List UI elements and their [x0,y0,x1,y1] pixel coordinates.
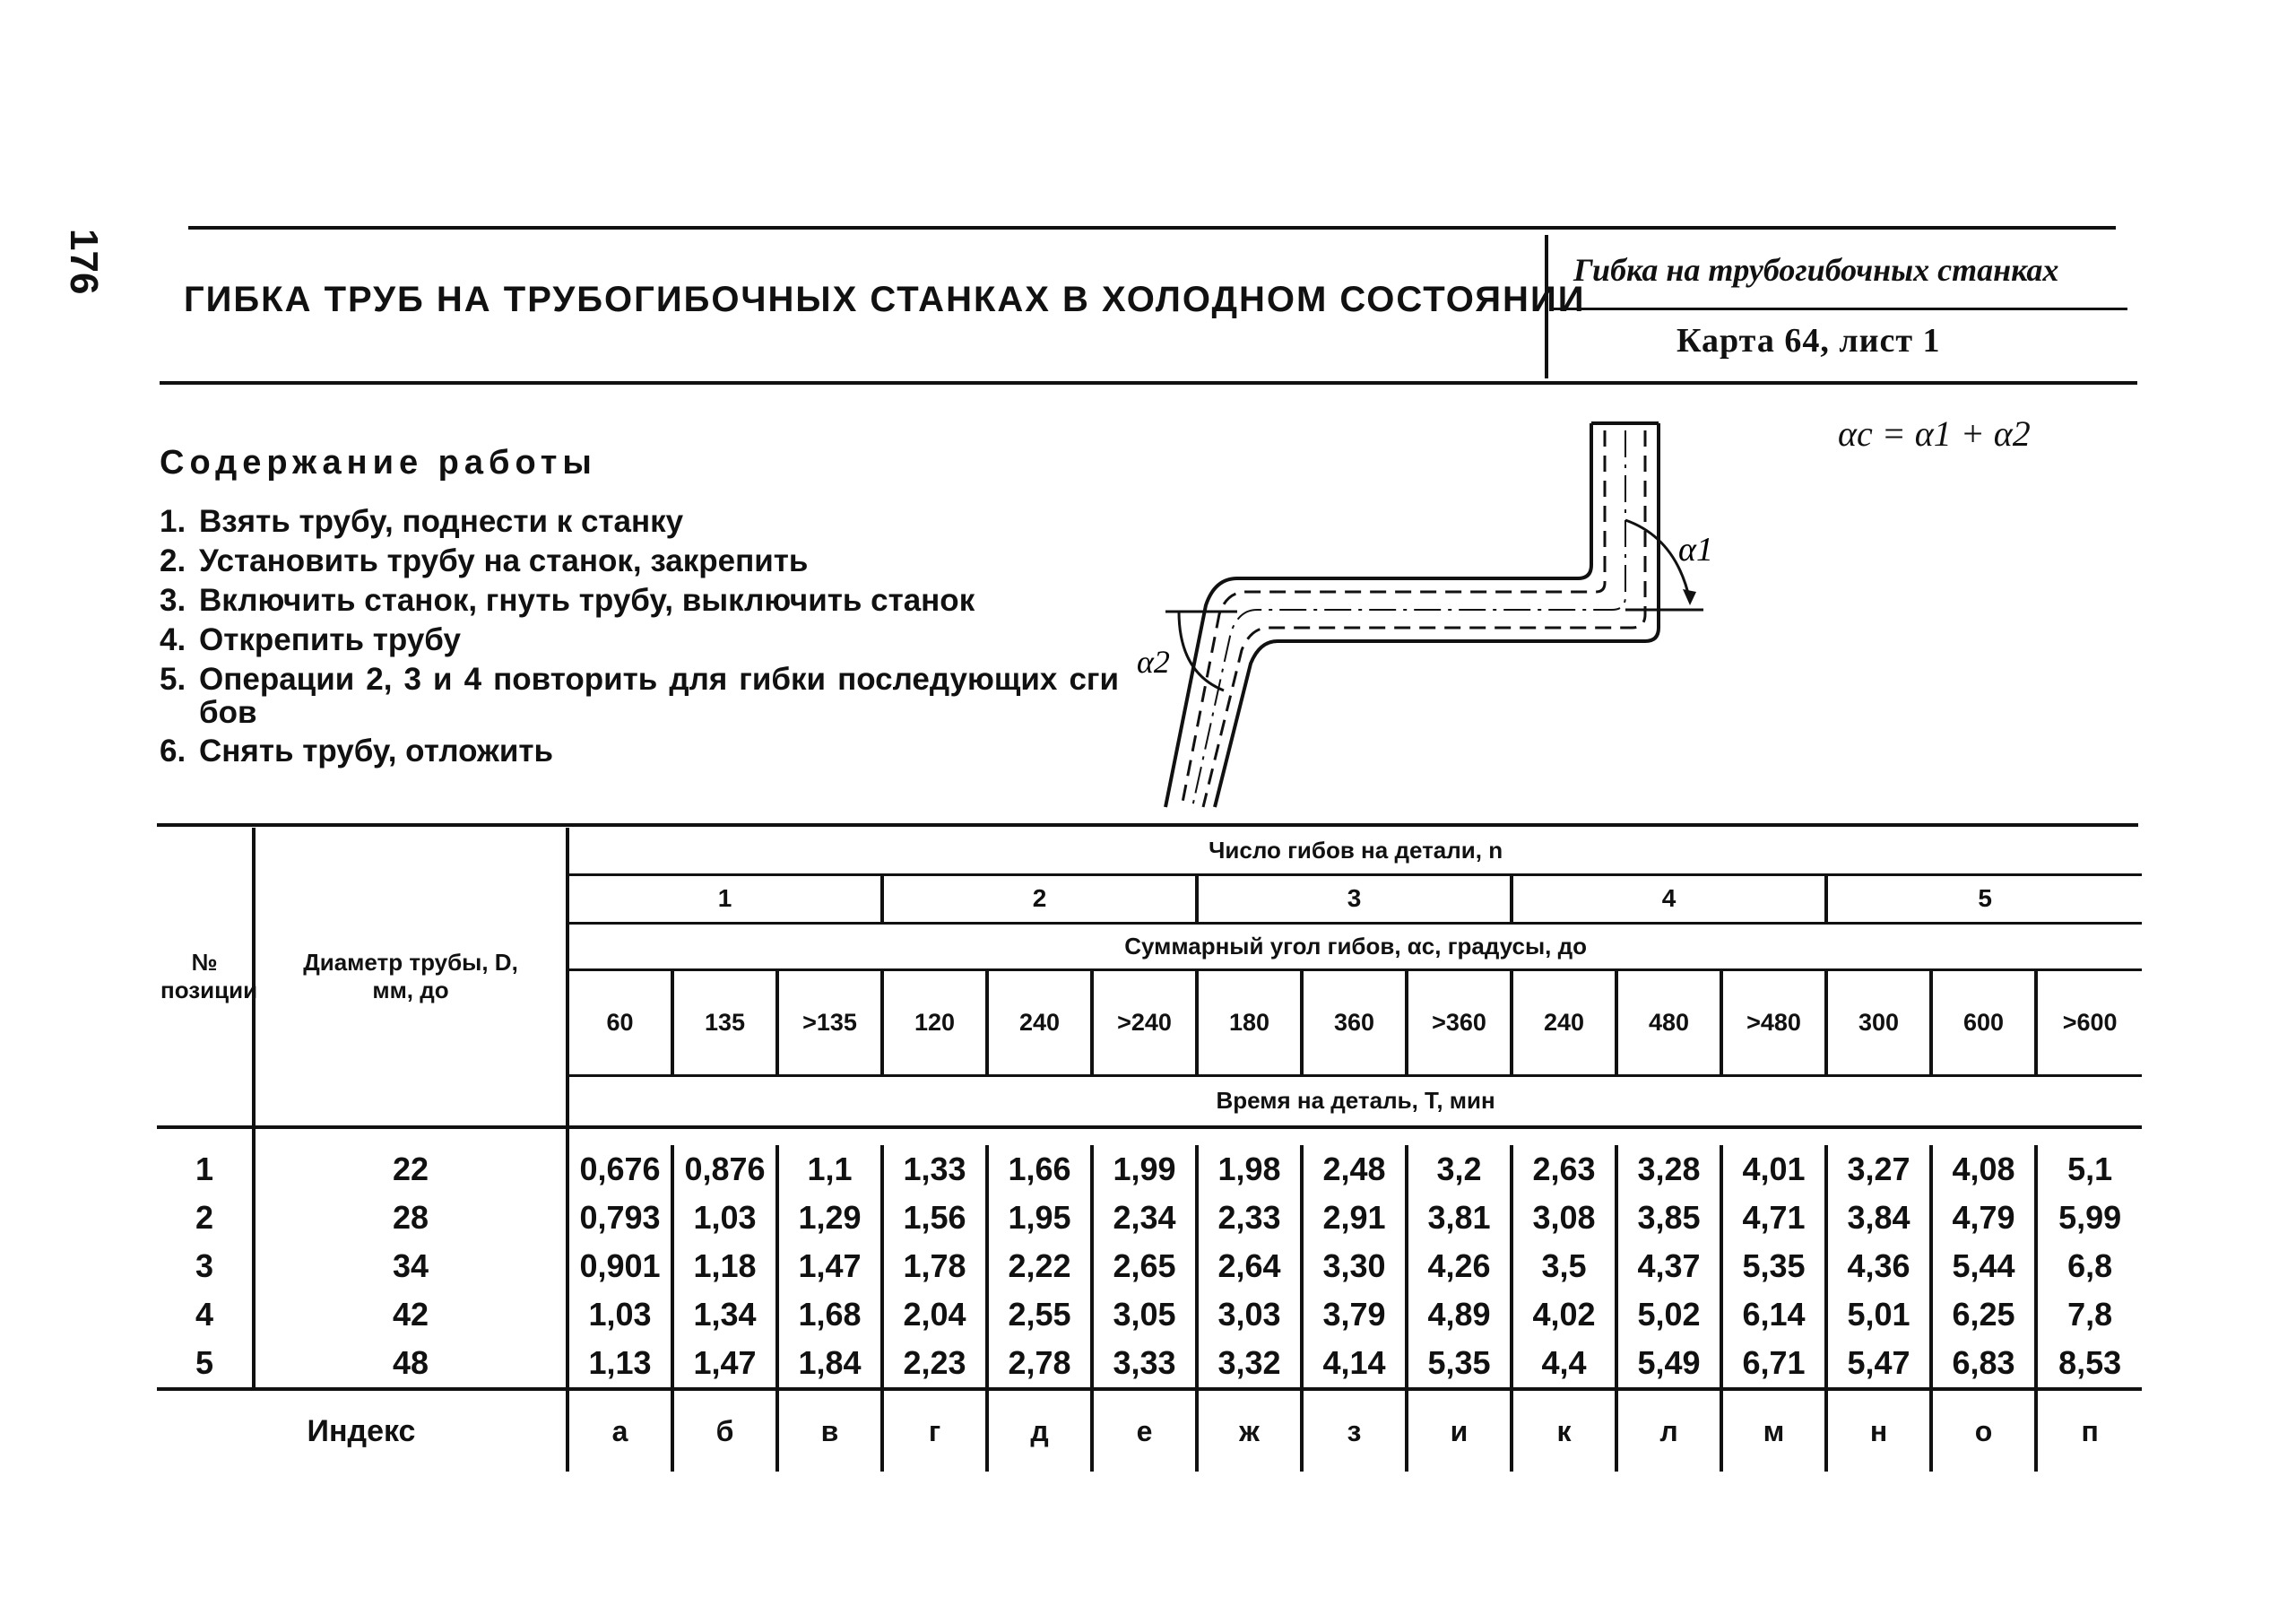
diameter-cell: 34 [254,1242,568,1290]
position-cell: 2 [195,1199,214,1236]
time-cell: 6,14 [1721,1290,1826,1339]
index-label: Индекс [307,1413,416,1448]
time-cell: 5,35 [1407,1339,1512,1389]
time-header: Время на деталь, Т, мин [568,1075,2142,1127]
time-cell: 1,47 [777,1242,882,1290]
time-cell: 2,34 [1092,1194,1197,1242]
angle-cell: >480 [1721,969,1826,1075]
index-cell: о [1931,1389,2036,1472]
position-cell: 1 [195,1151,214,1187]
time-cell: 2,65 [1092,1242,1197,1290]
time-cell: 1,84 [777,1339,882,1389]
time-cell: 3,28 [1616,1145,1721,1194]
time-cell: 6,25 [1931,1290,2036,1339]
position-cell: 4 [195,1296,214,1333]
diameter-column-header: Диаметр трубы, D, мм, до [254,828,568,1127]
time-cell: 2,91 [1302,1194,1407,1242]
time-cell: 1,03 [568,1290,672,1339]
time-cell: 0,876 [672,1145,777,1194]
time-cell: 1,18 [672,1242,777,1290]
index-cell: з [1302,1389,1407,1472]
time-cell: 4,79 [1931,1194,2036,1242]
time-cell: 1,78 [882,1242,987,1290]
time-cell: 0,676 [568,1145,672,1194]
time-cell: 4,01 [1721,1145,1826,1194]
angle-cell: 120 [882,969,987,1075]
bend-group-2: 2 [882,874,1197,923]
diameter-cell: 48 [254,1339,568,1389]
time-cell: 5,01 [1826,1290,1931,1339]
time-cell: 3,85 [1616,1194,1721,1242]
index-cell: ж [1197,1389,1302,1472]
time-cell: 4,89 [1407,1290,1512,1339]
time-cell: 3,84 [1826,1194,1931,1242]
alpha1-arrow-icon [1683,589,1696,605]
header-bottom-rule [160,381,2137,385]
pipe-bend-diagram [1130,413,1721,825]
table-row [157,1339,2142,1389]
time-cell: 6,83 [1931,1339,2036,1389]
header-top-rule [188,226,2116,230]
time-norms-table [157,828,2142,1472]
time-cell: 6,71 [1721,1339,1826,1389]
index-cell: в [777,1389,882,1472]
time-cell: 3,30 [1302,1242,1407,1290]
work-step: 1. Взять трубу, поднести к станку [160,504,684,539]
work-step: 6. Снять трубу, отложить [160,734,554,769]
bend-group-5: 5 [1826,874,2142,923]
time-cell: 2,33 [1197,1194,1302,1242]
time-cell: 1,13 [568,1339,672,1389]
bend-group-4: 4 [1512,874,1826,923]
time-cell: 2,04 [882,1290,987,1339]
angle-cell: 300 [1826,969,1931,1075]
angle-cell: >600 [2036,969,2142,1075]
work-step-continuation: бов [199,695,257,730]
time-cell: 5,99 [2036,1194,2142,1242]
pipe-outline [1165,423,1659,807]
index-cell: е [1092,1389,1197,1472]
time-cell: 3,32 [1197,1339,1302,1389]
time-cell: 8,53 [2036,1339,2142,1389]
time-cell: 6,8 [2036,1242,2142,1290]
time-cell: 4,02 [1512,1290,1616,1339]
time-cell: 2,64 [1197,1242,1302,1290]
time-cell: 5,49 [1616,1339,1721,1389]
time-cell: 3,05 [1092,1290,1197,1339]
time-cell: 3,27 [1826,1145,1931,1194]
time-cell: 2,22 [987,1242,1092,1290]
time-cell: 2,23 [882,1339,987,1389]
time-cell: 4,36 [1826,1242,1931,1290]
time-cell: 3,79 [1302,1290,1407,1339]
angle-cell: 240 [1512,969,1616,1075]
time-cell: 3,08 [1512,1194,1616,1242]
time-cell: 1,98 [1197,1145,1302,1194]
diameter-cell: 28 [254,1194,568,1242]
work-step: 4. Открепить трубу [160,622,461,657]
time-cell: 2,63 [1512,1145,1616,1194]
angle-cell: >240 [1092,969,1197,1075]
angle-cell: 480 [1616,969,1721,1075]
index-cell: м [1721,1389,1826,1472]
time-cell: 4,26 [1407,1242,1512,1290]
pipe-axis [1192,430,1625,807]
angle-cell: 360 [1302,969,1407,1075]
position-cell: 5 [157,1339,254,1389]
work-step: 5. Операции 2, 3 и 4 повторить для гибки последующих сги [160,662,1119,697]
time-cell: 1,95 [987,1194,1092,1242]
angle-cell: 60 [568,969,672,1075]
time-cell: 1,34 [672,1290,777,1339]
table-row [157,1242,2142,1290]
index-cell: г [882,1389,987,1472]
table-row [157,1290,2142,1339]
index-cell: л [1616,1389,1721,1472]
work-content-heading: Содержание работы [160,444,597,482]
page-number: 176 [62,229,106,295]
index-cell: к [1512,1389,1616,1472]
operation-title: Гибка на трубогибочных станках [1573,252,2059,288]
angle-formula: αс = α1 + α2 [1838,413,2031,454]
header-side-rule [1554,308,2127,310]
index-cell: н [1826,1389,1931,1472]
index-cell: и [1407,1389,1512,1472]
time-cell: 1,66 [987,1145,1092,1194]
diameter-cell: 42 [254,1290,568,1339]
angle-cell: >360 [1407,969,1512,1075]
time-cell: 3,03 [1197,1290,1302,1339]
table-top-rule [157,823,2138,827]
time-cell: 4,71 [1721,1194,1826,1242]
time-cell: 4,08 [1931,1145,2036,1194]
time-cell: 1,03 [672,1194,777,1242]
angle-cell: >135 [777,969,882,1075]
time-cell: 2,78 [987,1339,1092,1389]
time-cell: 5,44 [1931,1242,2036,1290]
bend-group-1: 1 [568,874,882,923]
alpha2-label: α2 [1137,644,1170,680]
time-cell: 4,37 [1616,1242,1721,1290]
index-cell: д [987,1389,1092,1472]
index-row [157,1389,2142,1472]
time-cell: 1,29 [777,1194,882,1242]
angle-cell: 180 [1197,969,1302,1075]
time-cell: 3,5 [1512,1242,1616,1290]
time-cell: 5,02 [1616,1290,1721,1339]
index-cell: а [568,1389,672,1472]
time-cell: 5,47 [1826,1339,1931,1389]
position-cell: 3 [195,1247,214,1284]
time-cell: 0,901 [568,1242,672,1290]
time-cell: 5,1 [2036,1145,2142,1194]
diameter-cell: 22 [254,1145,568,1194]
index-cell: б [672,1389,777,1472]
time-cell: 1,56 [882,1194,987,1242]
bend-group-3: 3 [1197,874,1512,923]
time-cell: 2,48 [1302,1145,1407,1194]
time-cell: 3,2 [1407,1145,1512,1194]
time-cell: 4,14 [1302,1339,1407,1389]
time-cell: 1,68 [777,1290,882,1339]
angle-cell: 240 [987,969,1092,1075]
total-angle-header: Суммарный угол гибов, αс, градусы, до [568,923,2142,969]
pipe-inner-lines [1182,430,1645,807]
time-cell: 3,33 [1092,1339,1197,1389]
index-cell: п [2036,1389,2142,1472]
time-cell: 7,8 [2036,1290,2142,1339]
position-column-header: № позиции [157,828,254,1127]
time-cell: 5,35 [1721,1242,1826,1290]
time-cell: 1,47 [672,1339,777,1389]
work-steps-list [160,502,1119,771]
time-cell: 2,55 [987,1290,1092,1339]
time-cell: 4,4 [1512,1339,1616,1389]
time-cell: 1,33 [882,1145,987,1194]
table-row [157,1194,2142,1242]
time-cell: 1,1 [777,1145,882,1194]
work-step: 3. Включить станок, гнуть трубу, выключить станок [160,583,975,618]
work-step: 2. Установить трубу на станок, закрепить [160,543,809,578]
angle-cell: 600 [1931,969,2036,1075]
card-label: Карта 64, лист 1 [1677,322,1941,360]
bends-count-header: Число гибов на детали, n [568,828,2142,874]
time-cell: 1,99 [1092,1145,1197,1194]
alpha1-label: α1 [1678,531,1713,569]
angle-cell: 135 [672,969,777,1075]
main-title: ГИБКА ТРУБ НА ТРУБОГИБОЧНЫХ СТАНКАХ В ХОЛОДНОМ СОСТОЯНИИ [184,280,1586,319]
table-row [157,1145,2142,1194]
time-cell: 3,81 [1407,1194,1512,1242]
time-cell: 0,793 [568,1194,672,1242]
